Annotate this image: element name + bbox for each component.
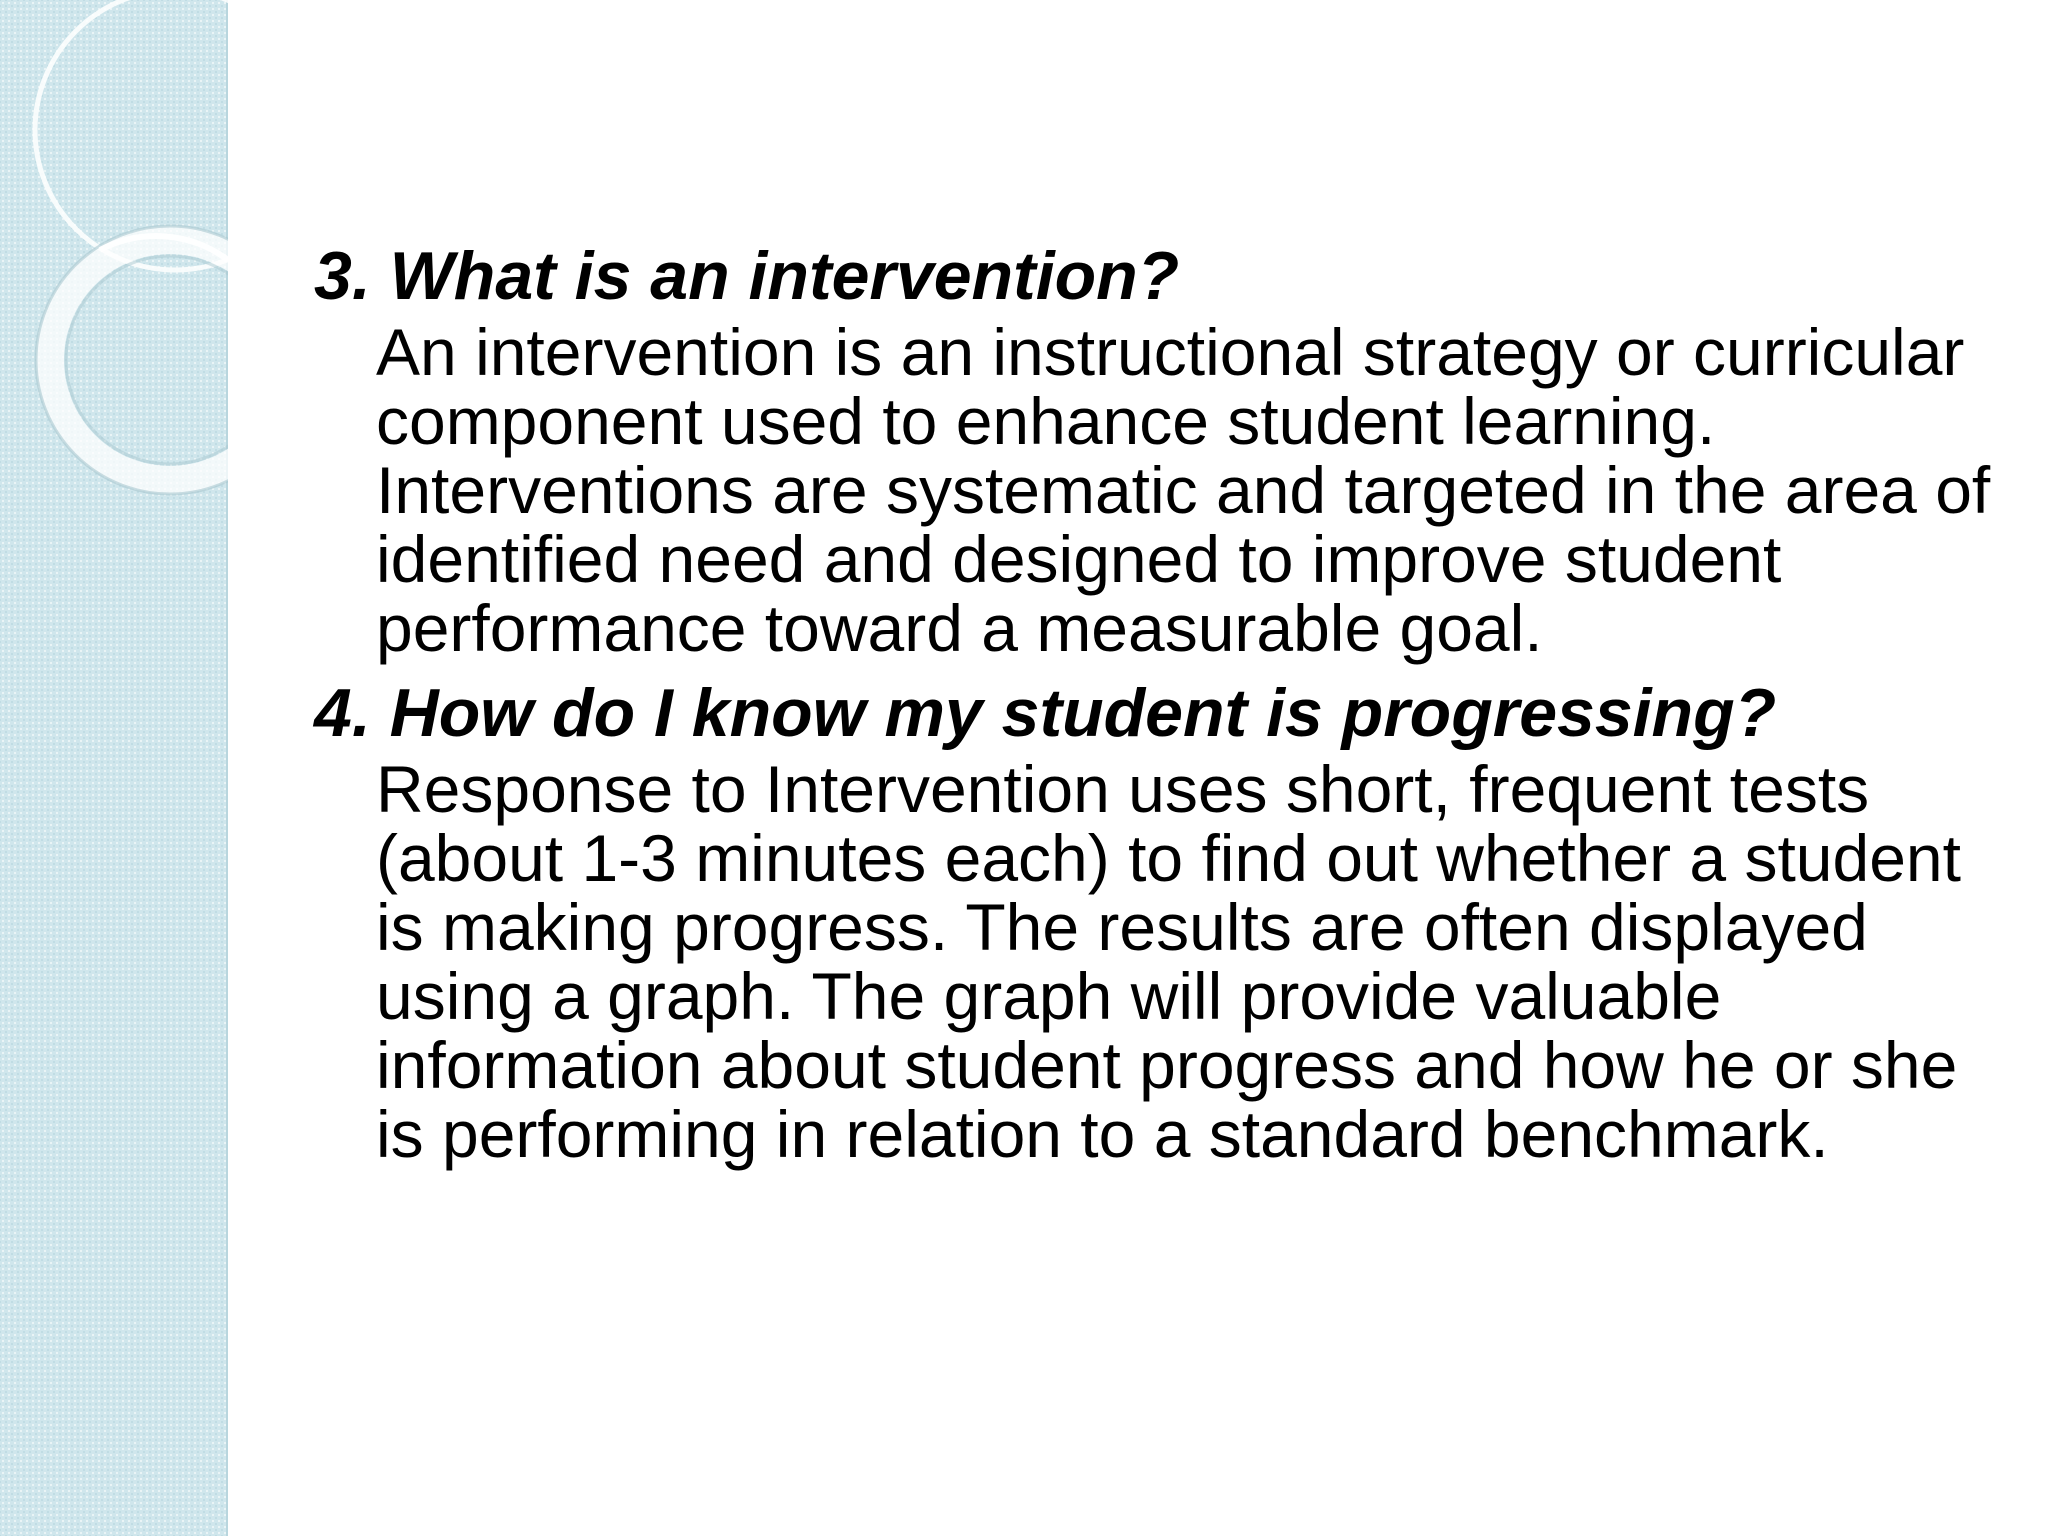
question-4-heading: 4. How do I know my student is progressing? (314, 675, 1777, 751)
decorative-side-band (0, 0, 228, 1536)
slide-content (314, 236, 1994, 1179)
question-3-answer: An intervention is an instructional strategy or curricular component used to enhance student learning. Interventions are systematic and targeted in the area of identified need and designed to improve student performance toward a measurable goal. (376, 315, 1991, 665)
decorative-circles-icon (0, 0, 228, 520)
question-3-heading: 3. What is an intervention? (314, 238, 1180, 314)
question-4-answer: Response to Intervention uses short, frequent tests (about 1-3 minutes each) to find out whether a student is making progress. The results are often displayed using a graph. The graph will provide valuable information about student progress and how he or she is performing in relation to a standard benchmark. (376, 752, 1961, 1171)
